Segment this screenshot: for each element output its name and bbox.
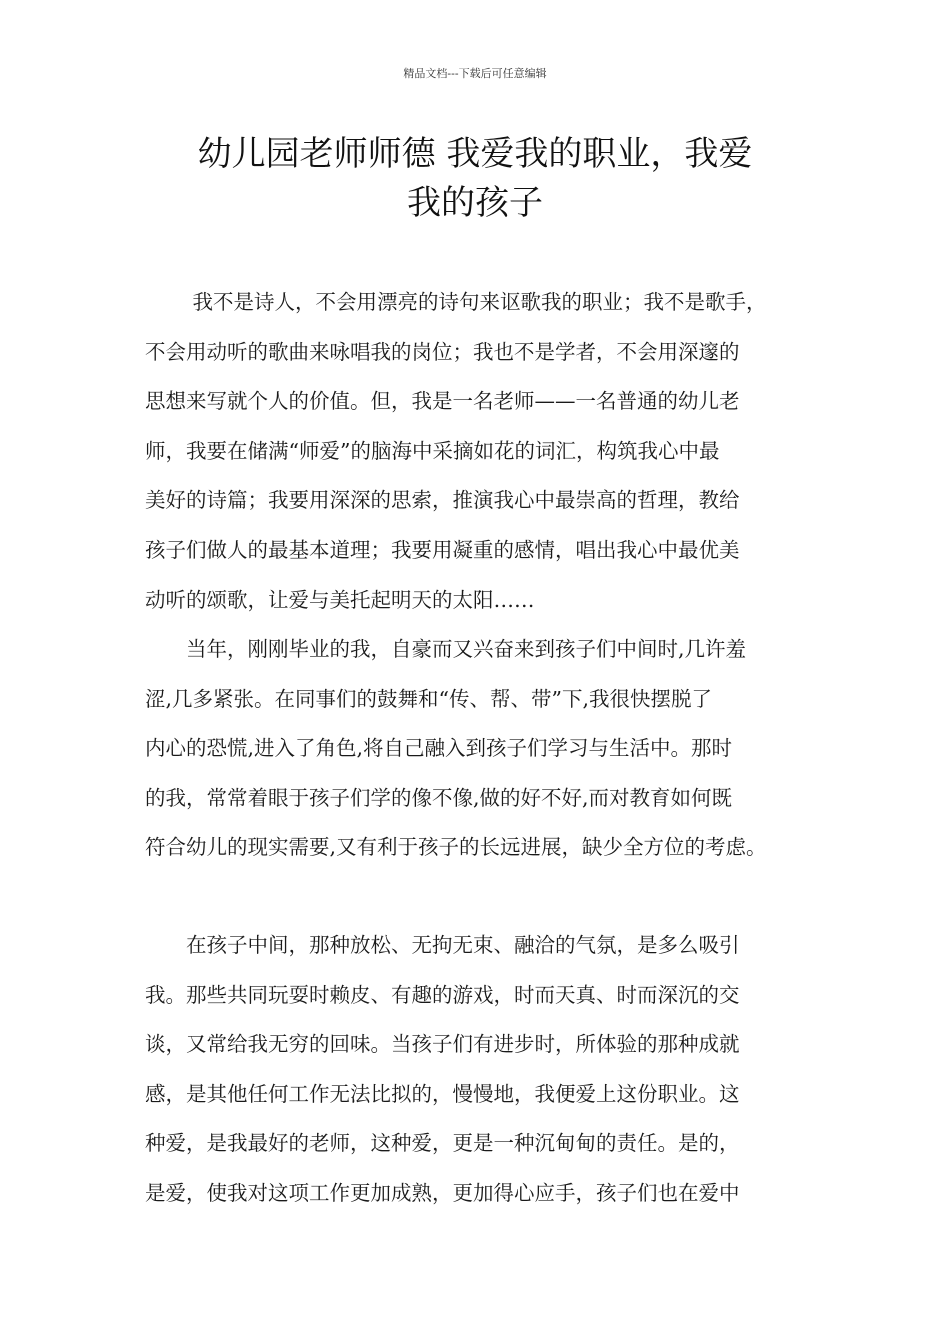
text-line: 涩,几多紧张。在同事们的鼓舞和“传、帮、带”下,我很快摆脱了 <box>145 686 712 711</box>
text-line: 我不是诗人，不会用漂亮的诗句来讴歌我的职业；我不是歌手， <box>145 290 767 314</box>
paragraph-3 <box>145 921 815 1219</box>
text-line: 种爱，是我最好的老师，这种爱，更是一种沉甸甸的责任。是的， <box>145 1131 740 1156</box>
text-line: 我。那些共同玩耍时赖皮、有趣的游戏，时而天真、时而深沉的交 <box>145 982 740 1007</box>
paragraph-1 <box>145 278 815 625</box>
text-line: 的我，常常着眼于孩子们学的像不像,做的好不好,而对教育如何既 <box>145 785 733 810</box>
document-title <box>140 130 810 228</box>
text-line: 在孩子中间，那种放松、无拘无束、融洽的气氛，是多么吸引 <box>145 933 740 957</box>
page-header: 精品文档---下载后可任意编辑 <box>403 67 547 80</box>
title-line: 幼儿园老师师德 我爱我的职业，我爱 <box>197 134 753 174</box>
text-line: 不会用动听的歌曲来咏唱我的岗位；我也不是学者，不会用深邃的 <box>145 339 740 364</box>
text-line: 谈，又常给我无穷的回味。当孩子们有进步时，所体验的那种成就 <box>145 1032 740 1057</box>
text-line: 内心的恐慌,进入了角色,将自己融入到孩子们学习与生活中。那时 <box>145 736 733 761</box>
text-line: 师，我要在储满“师爱”的脑海中采摘如花的词汇，构筑我心中最 <box>145 438 720 463</box>
text-line: 美好的诗篇；我要用深深的思索，推演我心中最崇高的哲理，教给 <box>145 488 740 513</box>
text-line: 当年，刚刚毕业的我，自豪而又兴奋来到孩子们中间时,几许羞 <box>145 637 747 661</box>
text-line: 是爱，使我对这项工作更加成熟，更加得心应手，孩子们也在爱中 <box>145 1180 740 1205</box>
text-line: 思想来写就个人的价值。但，我是一名老师——一名普通的幼儿老 <box>145 389 740 414</box>
text-line: 符合幼儿的现实需要,又有利于孩子的长远进展，缺少全方位的考虑。 <box>145 835 767 860</box>
text-line: 感，是其他任何工作无法比拟的，慢慢地，我便爱上这份职业。这 <box>145 1081 740 1106</box>
title-line: 我的孩子 <box>407 183 543 223</box>
text-line: 动听的颂歌，让爱与美托起明天的太阳…… <box>145 587 535 612</box>
text-line: 孩子们做人的最基本道理；我要用凝重的感情，唱出我心中最优美 <box>145 537 740 562</box>
paragraph-2 <box>145 625 815 873</box>
